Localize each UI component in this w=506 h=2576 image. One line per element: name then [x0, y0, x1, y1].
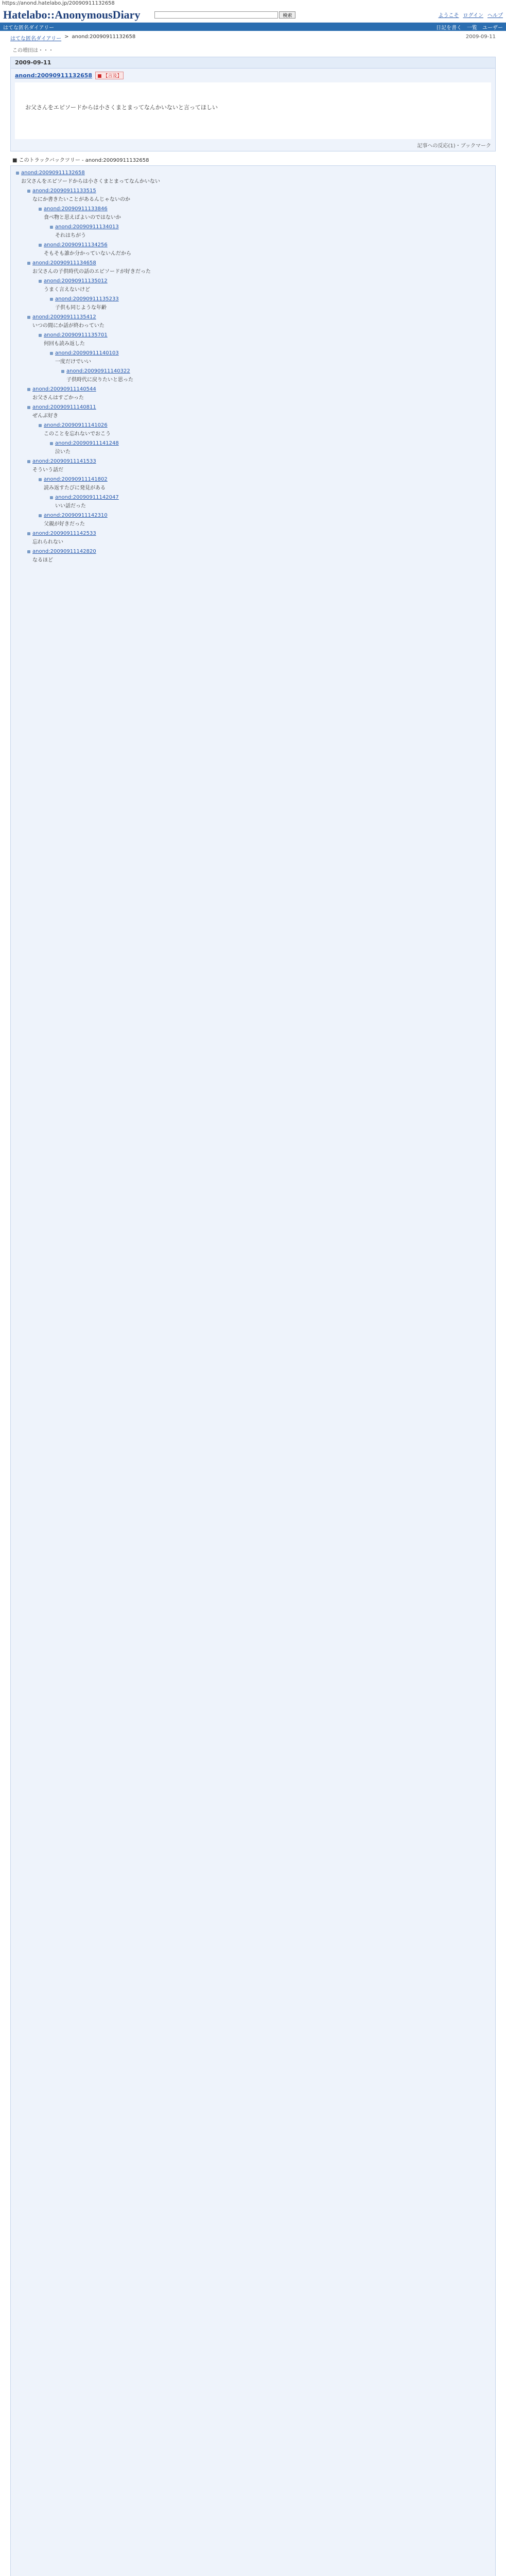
comment-head: [27, 459, 490, 464]
comment-text: 子供時代に戻りたいと思った: [66, 377, 133, 383]
comment-id-link[interactable]: anond:20090911141248: [55, 440, 119, 446]
comment-text: お父さんの子供時代の話のエピソードが好きだった: [32, 269, 151, 275]
comment-text: 何回も読み返した: [44, 341, 85, 347]
comment-item: [16, 170, 490, 184]
site-header: [0, 7, 506, 23]
bullet-icon: [27, 532, 30, 535]
comment-id-link[interactable]: anond:20090911140322: [66, 368, 130, 374]
comment-id-link[interactable]: anond:20090911134256: [44, 242, 108, 248]
entry-section-header: [11, 69, 495, 82]
comment-item: [50, 224, 490, 239]
comment-item: [27, 404, 490, 419]
header-link-help[interactable]: ヘルプ: [487, 13, 503, 19]
comment-text: このことを忘れないでおこう: [44, 431, 111, 437]
comment-id-link[interactable]: anond:20090911142310: [44, 513, 108, 518]
comment-item: [27, 314, 490, 329]
comment-id-link[interactable]: anond:20090911140544: [32, 386, 96, 392]
comment-head: [39, 422, 490, 428]
comment-head: [27, 314, 490, 320]
comment-text: それはちがう: [55, 233, 86, 239]
comment-text: 読み返すたびに発見がある: [44, 485, 106, 491]
comment-head: [16, 170, 490, 176]
bullet-icon: [61, 370, 64, 373]
comment-item: [50, 495, 490, 509]
breadcrumb-current: anond:20090911132658: [72, 34, 136, 40]
comment-head: [50, 495, 490, 500]
comment-item: [27, 188, 490, 202]
comment-id-link[interactable]: anond:20090911135701: [44, 332, 108, 338]
subbar-link-list[interactable]: 一覧: [467, 25, 477, 31]
entry-body: お父さんをエピソードからは小さくまとまってなんかいないと言ってほしい: [15, 82, 491, 139]
entry-date: 2009-09-11: [11, 57, 495, 69]
comment-id-link[interactable]: anond:20090911140811: [32, 404, 96, 410]
comment-item: [39, 206, 490, 221]
comment-head: [27, 549, 490, 554]
breadcrumb-separator: >: [64, 34, 69, 40]
bullet-icon: [39, 424, 42, 427]
comment-text: ぜんぶ好き: [32, 413, 58, 419]
comment-item: [39, 278, 490, 293]
search-input[interactable]: [154, 11, 278, 19]
entry-id-link[interactable]: anond:20090911132658: [15, 72, 93, 79]
comment-text: 忘れられない: [32, 539, 63, 545]
comment-head: [50, 224, 490, 230]
comment-text: いつの間にか話が終わっていた: [32, 323, 104, 329]
comment-id-link[interactable]: anond:20090911141533: [32, 459, 96, 464]
url-bar: https://anond.hatelabo.jp/20090911132658: [2, 1, 115, 6]
comment-head: [39, 332, 490, 338]
entry-stats: この増田は・・・: [12, 48, 54, 54]
comment-head: [27, 188, 490, 194]
comment-item: [39, 513, 490, 527]
subbar-link-write[interactable]: 日記を書く: [436, 25, 462, 31]
comment-id-link[interactable]: anond:20090911133515: [32, 188, 96, 194]
comment-text: 子供も同じような年齢: [55, 305, 107, 311]
comment-item: [39, 332, 490, 347]
site-logo[interactable]: Hatelabo::AnonymousDiary: [3, 8, 141, 21]
comment-id-link[interactable]: anond:20090911134013: [55, 224, 119, 230]
bullet-icon: [27, 316, 30, 319]
bullet-icon: [27, 388, 30, 391]
comment-text: 食べ物と思えばよいのではないか: [44, 215, 121, 221]
comment-item: [50, 296, 490, 311]
bullet-icon: [39, 334, 42, 337]
comment-id-link[interactable]: anond:20090911140103: [55, 350, 119, 356]
comment-head: [39, 278, 490, 284]
comment-item: [27, 459, 490, 473]
comment-text: うまく言えないけど: [44, 287, 90, 293]
comment-head: [50, 440, 490, 446]
bullet-icon: [16, 172, 19, 175]
trackback-tree-title: ■ このトラックバックツリー - anond:20090911132658: [12, 158, 149, 163]
comment-item: [39, 422, 490, 437]
comment-item: [39, 477, 490, 491]
trackback-tree: [10, 165, 496, 2576]
comment-head: [27, 260, 490, 266]
comment-text: 一度だけでいい: [55, 359, 91, 365]
bullet-icon: [50, 298, 53, 301]
comment-text: 父親が好きだった: [44, 521, 85, 527]
comment-id-link[interactable]: anond:20090911141802: [44, 477, 108, 482]
entry-footer[interactable]: 記事への反応(1)・ブックマーク: [417, 143, 491, 149]
comment-id-link[interactable]: anond:20090911142820: [32, 549, 96, 554]
bullet-icon: [50, 352, 53, 355]
bullet-icon: [39, 280, 42, 283]
comment-id-link[interactable]: anond:20090911133846: [44, 206, 108, 212]
comment-text: なるほど: [32, 557, 53, 563]
sub-navigation: [0, 23, 506, 31]
breadcrumb: [0, 31, 506, 45]
bullet-icon: [27, 406, 30, 409]
header-link-login[interactable]: ログイン: [463, 13, 483, 19]
bullet-icon: [27, 460, 30, 463]
bullet-icon: [39, 208, 42, 211]
comment-text: なにか書きたいことがあるんじゃないのか: [32, 197, 130, 202]
comment-head: [50, 350, 490, 356]
comment-item: [27, 386, 490, 401]
comment-text: お父さんをエピソードからは小さくまとまってなんかいない: [21, 179, 160, 184]
comment-id-link[interactable]: anond:20090911134658: [32, 260, 96, 266]
entry-tag-badge: ■ 【言及】: [95, 72, 124, 79]
bullet-icon: [50, 226, 53, 229]
comment-item: [39, 242, 490, 257]
comment-head: [39, 513, 490, 518]
comment-text: そもそも誰か分かっていないんだから: [44, 251, 131, 257]
bullet-icon: [39, 478, 42, 481]
bullet-icon: [27, 190, 30, 193]
comment-item: [61, 368, 490, 383]
search-button[interactable]: 検索: [279, 11, 295, 19]
comment-head: [39, 206, 490, 212]
comment-head: [27, 386, 490, 392]
comment-head: [27, 404, 490, 410]
bullet-icon: [39, 244, 42, 247]
comment-id-link[interactable]: anond:20090911141026: [44, 422, 108, 428]
header-links: [439, 11, 503, 19]
bullet-icon: [27, 262, 30, 265]
comment-id-link[interactable]: anond:20090911142047: [55, 495, 119, 500]
header-link-welcome[interactable]: ようこそ: [438, 13, 459, 19]
comment-head: [39, 242, 490, 248]
comment-head: [61, 368, 490, 374]
comment-head: [39, 477, 490, 482]
comment-item: [50, 440, 490, 455]
comment-id-link[interactable]: anond:20090911135233: [55, 296, 119, 302]
bullet-icon: [50, 442, 53, 445]
comment-text: そういう話だ: [32, 467, 63, 473]
comment-id-link[interactable]: anond:20090911142533: [32, 531, 96, 536]
comment-text: 泣いた: [55, 449, 71, 455]
breadcrumb-date: 2009-09-11: [465, 34, 496, 40]
comment-head: [50, 296, 490, 302]
search-form: [154, 11, 295, 19]
comment-item: [27, 549, 490, 563]
comment-text: お父さんはすごかった: [32, 395, 84, 401]
comment-head: [27, 531, 490, 536]
subbar-link-user[interactable]: ユーザー: [482, 25, 503, 31]
breadcrumb-home[interactable]: はてな匿名ダイアリー: [10, 36, 62, 42]
comment-id-link[interactable]: anond:20090911135012: [44, 278, 108, 284]
entry: [10, 57, 496, 151]
comment-item: [27, 531, 490, 545]
comment-item: [50, 350, 490, 365]
bullet-icon: [50, 496, 53, 499]
bullet-icon: [39, 514, 42, 517]
subbar-title: はてな匿名ダイアリー: [3, 25, 55, 31]
comment-id-link[interactable]: anond:20090911135412: [32, 314, 96, 320]
comment-item: [27, 260, 490, 275]
comment-id-link[interactable]: anond:20090911132658: [21, 170, 85, 176]
comment-text: いい話だった: [55, 503, 86, 509]
bullet-icon: [27, 550, 30, 553]
